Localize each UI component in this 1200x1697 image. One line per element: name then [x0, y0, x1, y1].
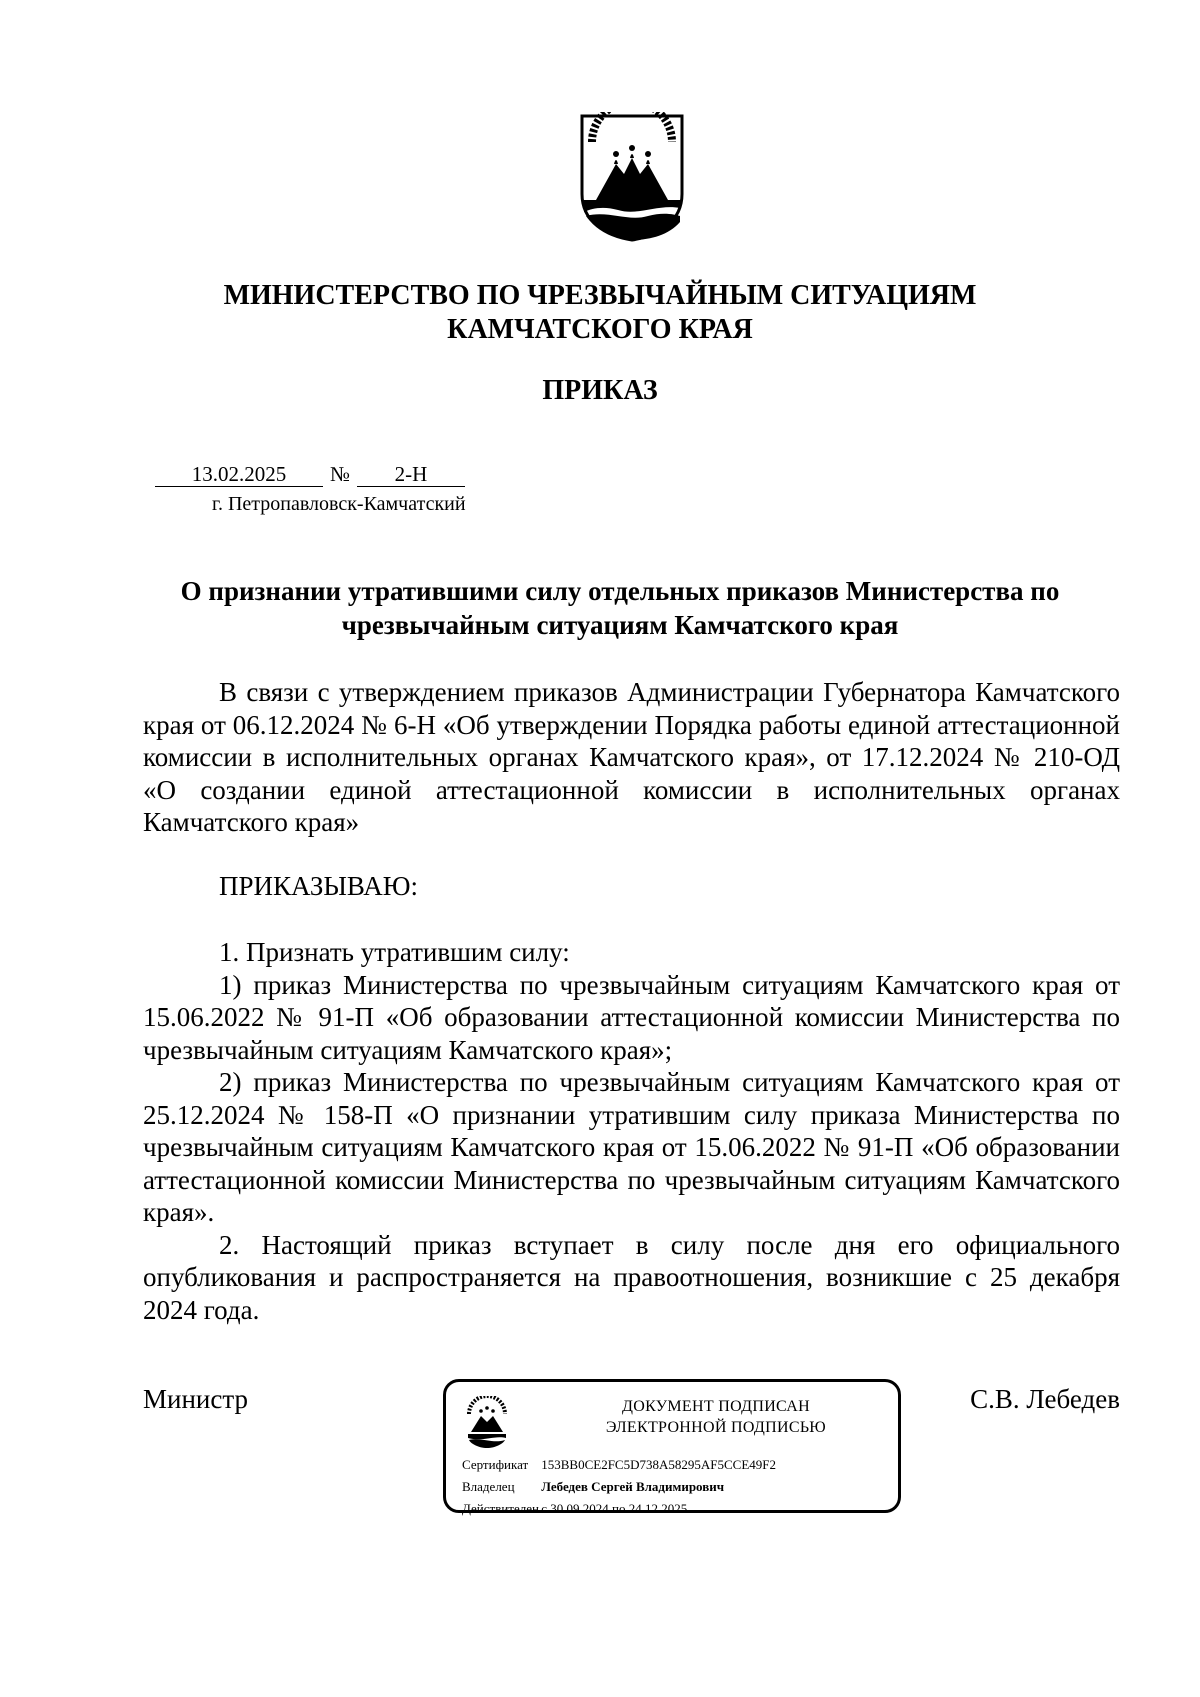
ministry-name: [0, 279, 1200, 347]
owner-label: Владелец: [462, 1479, 515, 1494]
stamp-certificate-row: [462, 1457, 776, 1473]
stamp-emblem-icon: [465, 1396, 509, 1448]
stamp-title-line-2: ЭЛЕКТРОННОЙ ПОДПИСЬЮ: [605, 1419, 827, 1436]
city: г. Петропавловск-Камчатский: [212, 493, 466, 515]
signer-position: Министр: [143, 1384, 248, 1414]
certificate-value: 153BB0CE2FC5D738A58295AF5CCE49F2: [541, 1457, 777, 1472]
stamp-validity-row: [462, 1501, 687, 1517]
item-2: 2. Настоящий приказ вступает в силу после дня его официального опубликования и распространяется на правоотношения, возникшие с 25 декабря 2024 года.: [143, 1229, 1120, 1325]
ministry-line-1: МИНИСТЕРСТВО ПО ЧРЕЗВЫЧАЙНЫМ СИТУАЦИЯМ: [223, 280, 977, 311]
stamp-owner-row: [462, 1479, 724, 1495]
stamp-title: [546, 1396, 886, 1438]
order-word: ПРИКАЗЫВАЮ:: [219, 871, 418, 901]
document-number: 2-Н: [357, 462, 465, 487]
date-number-line: [155, 462, 465, 488]
item-1: 1. Признать утратившим силу:: [219, 937, 570, 967]
subject-line-2: чрезвычайным ситуациям Камчатского края: [341, 610, 899, 640]
item-1-2: 2) приказ Министерства по чрезвычайным ситуациям Камчатского края от 25.12.2024 № 158-П «О признании утратившим силу приказа Министерства по чрезвычайным ситуациям Камчатского края от 15.06.2022 № 91-П «Об образовании аттестационной комиссии Министерства по чрезвычайным ситуациям Камчатского края».: [143, 1067, 1120, 1227]
electronic-signature-stamp: [443, 1379, 901, 1516]
validity-label: Действителен: [462, 1501, 539, 1516]
intro-paragraph: В связи с утверждением приказов Администрации Губернатора Камчатского края от 06.12.2024 № 6-Н «Об утверждении Порядка работы единой аттестационной комиссии в исполнительных органах Камчатского края», от 17.12.2024 № 210-ОД «О создании единой аттестационной комиссии в исполнительных органах Камчатского края»: [143, 677, 1120, 837]
stamp-title-line-1: ДОКУМЕНТ ПОДПИСАН: [622, 1398, 810, 1415]
document-subject: [140, 574, 1100, 642]
kamchatka-emblem-icon: [578, 112, 686, 242]
document-date: 13.02.2025: [155, 462, 323, 487]
signer-name: С.В. Лебедев: [970, 1384, 1120, 1414]
document-type: ПРИКАЗ: [542, 375, 658, 406]
ministry-line-2: КАМЧАТСКОГО КРАЯ: [447, 314, 753, 345]
subject-line-1: О признании утратившими силу отдельных приказов Министерства по: [180, 576, 1060, 606]
item-1-1: 1) приказ Министерства по чрезвычайным ситуациям Камчатского края от 15.06.2022 № 91-П «Об образовании аттестационной комиссии Министерства по чрезвычайным ситуациям Камчатского края»;: [143, 969, 1120, 1065]
number-sign: №: [329, 462, 351, 486]
validity-value: с 30.09.2024 по 24.12.2025: [541, 1501, 688, 1516]
certificate-label: Сертификат: [462, 1457, 529, 1472]
order-items: [143, 936, 1120, 1326]
owner-value: Лебедев Сергей Владимирович: [541, 1479, 725, 1494]
